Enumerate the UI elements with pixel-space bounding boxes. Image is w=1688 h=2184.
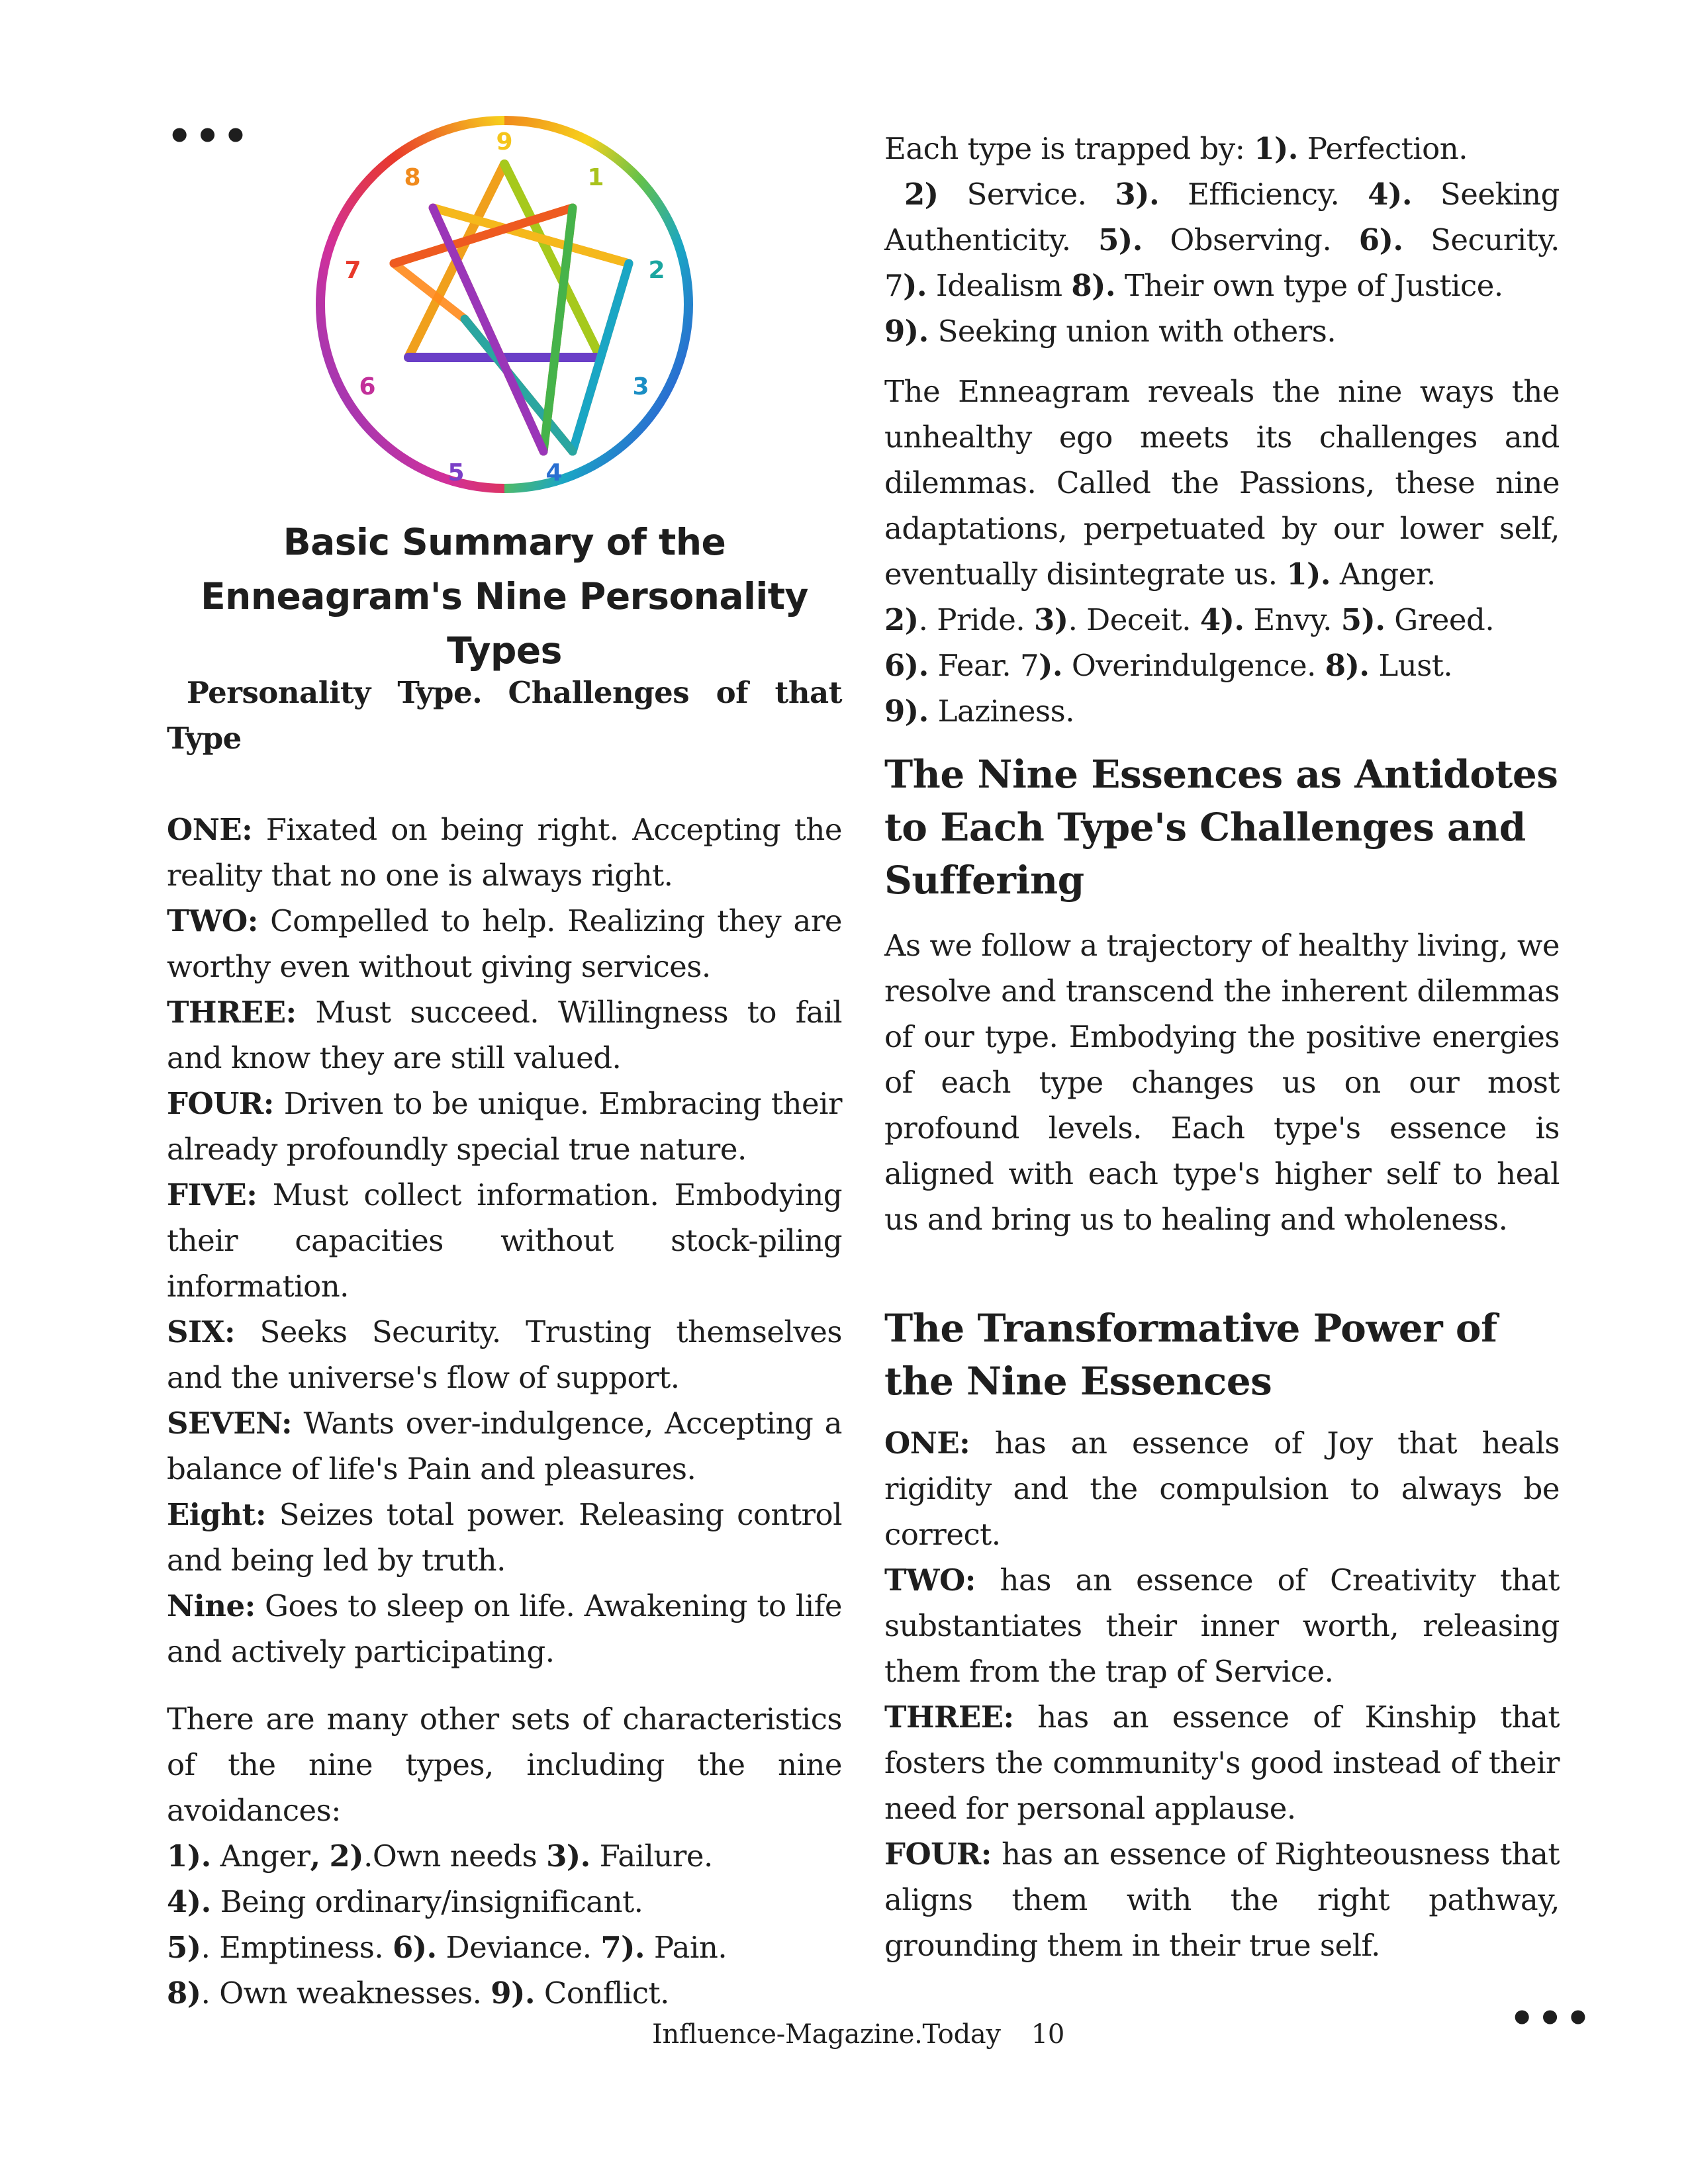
- type-label: THREE:: [167, 995, 297, 1030]
- footer-site: Influence-Magazine.Today: [652, 2019, 1001, 2050]
- essence-label: THREE:: [884, 1700, 1014, 1735]
- avoidances-line: 1). Anger, 2).Own needs 3). Failure.: [167, 1839, 713, 1874]
- essence-item: [884, 1420, 1560, 1557]
- traps-line: 2) Service. 3). Efficiency. 4). Seeking: [904, 177, 1560, 212]
- traps-section: [884, 126, 1560, 354]
- enneagram-number-6: 6: [359, 373, 376, 400]
- traps-line: Authenticity. 5). Observing. 6). Security.: [884, 222, 1560, 257]
- enneagram-number-7: 7: [344, 257, 361, 284]
- ellipsis-decoration: •••: [1509, 1995, 1594, 2042]
- type-text: Wants over-indulgence, Accepting a balance of life's Pain and pleasures.: [167, 1406, 842, 1486]
- enneagram-number-4: 4: [545, 459, 563, 486]
- essence-list: [884, 1420, 1560, 1968]
- essence-label: ONE:: [884, 1426, 970, 1461]
- passions-section: [884, 369, 1560, 734]
- essence-item: [884, 1694, 1560, 1831]
- avoidances-section: [167, 1696, 842, 2016]
- essences-paragraph: As we follow a trajectory of healthy living, we resolve and transcend the inherent dilemmas of our type. Embodying the positive energies of each type changes us on our most profound levels. Each type's essence is aligned with each type's higher self to heal us and bring us to healing and wholeness.: [884, 928, 1560, 1237]
- essence-text: has an essence of Righteousness that aligns them with the right pathway, grounding them in their true self.: [884, 1837, 1560, 1963]
- type-item: [167, 1400, 842, 1492]
- header-type: Type: [167, 721, 242, 756]
- type-item: [167, 1081, 842, 1172]
- type-label: SEVEN:: [167, 1406, 293, 1441]
- summary-title-line: Types: [447, 629, 562, 672]
- type-text: Driven to be unique. Embracing their already profoundly special true nature.: [167, 1086, 842, 1167]
- enneagram-number-3: 3: [632, 373, 649, 400]
- essence-text: has an essence of Creativity that substantiates their inner worth, releasing them from the trap of Service.: [884, 1563, 1560, 1689]
- type-label: Nine:: [167, 1588, 256, 1623]
- page-footer: [652, 2015, 1064, 2054]
- type-label: TWO:: [167, 903, 258, 938]
- essence-text: has an essence of Kinship that fosters the community's good instead of their need for personal applause.: [884, 1700, 1560, 1826]
- traps-line: 9). Seeking union with others.: [884, 314, 1336, 349]
- type-text: Seeks Security. Trusting themselves and the universe's flow of support.: [167, 1314, 842, 1395]
- avoidances-line: 4). Being ordinary/insignificant.: [167, 1884, 643, 1919]
- type-item: [167, 1172, 842, 1309]
- essence-label: FOUR:: [884, 1837, 992, 1872]
- type-item: [167, 1492, 842, 1583]
- type-item: [167, 898, 842, 989]
- type-text: Must succeed. Willingness to fail and know they are still valued.: [167, 995, 842, 1075]
- type-text: Compelled to help. Realizing they are worthy even without giving services.: [167, 903, 842, 984]
- essence-text: has an essence of Joy that heals rigidity and the compulsion to always be correct.: [884, 1426, 1560, 1552]
- passions-line: 9). Laziness.: [884, 694, 1075, 729]
- essence-item: [884, 1557, 1560, 1694]
- essence-label: TWO:: [884, 1563, 976, 1598]
- traps-line: 7). Idealism 8). Their own type of Justice.: [884, 268, 1503, 303]
- ellipsis-decoration: •••: [167, 113, 252, 159]
- type-label: FOUR:: [167, 1086, 274, 1121]
- enneagram-symbol-icon: [299, 106, 710, 503]
- passions-intro: The Enneagram reveals the nine ways the unhealthy ego meets its challenges and dilemmas. Called the Passions, these nine adaptations, perpetuated by our lower self, eventually disintegrate us. 1). Anger.: [884, 374, 1560, 592]
- type-label: ONE:: [167, 812, 253, 847]
- passions-line: 6). Fear. 7). Overindulgence. 8). Lust.: [884, 648, 1453, 683]
- type-label: SIX:: [167, 1314, 236, 1349]
- summary-title: [167, 515, 842, 678]
- enneagram-number-2: 2: [648, 257, 665, 284]
- avoidances-line: 5). Emptiness. 6). Deviance. 7). Pain.: [167, 1930, 727, 1965]
- type-text: Goes to sleep on life. Awakening to life and actively participating.: [167, 1588, 842, 1669]
- essences-heading: The Nine Essences as Antidotes to Each Type's Challenges and Suffering: [884, 752, 1558, 903]
- type-item: [167, 1309, 842, 1400]
- type-item: [167, 1583, 842, 1674]
- traps-line: Each type is trapped by: 1). Perfection.: [884, 131, 1468, 166]
- avoidances-line: 8). Own weaknesses. 9). Conflict.: [167, 1976, 669, 2011]
- type-item: [167, 807, 842, 898]
- enneagram-number-1: 1: [587, 164, 604, 191]
- table-header: [167, 670, 842, 761]
- enneagram-number-8: 8: [404, 164, 421, 191]
- footer-page-number: 10: [1031, 2019, 1065, 2050]
- enneagram-number-5: 5: [447, 459, 465, 486]
- header-challenges: Challenges of that: [508, 675, 842, 710]
- type-label: FIVE:: [167, 1177, 258, 1212]
- avoidances-intro: There are many other sets of characteristics of the nine types, including the nine avoidances:: [167, 1702, 842, 1828]
- essence-item: [884, 1831, 1560, 1968]
- type-item: [167, 989, 842, 1081]
- summary-title-line: Enneagram's Nine Personality: [201, 575, 808, 617]
- type-list: [167, 807, 842, 1674]
- summary-title-line: Basic Summary of the: [283, 521, 726, 563]
- header-personality-type: Personality Type.: [187, 675, 483, 710]
- type-text: Must collect information. Embodying their capacities without stock-piling information.: [167, 1177, 842, 1304]
- transform-heading: The Transformative Power of the Nine Essences: [884, 1306, 1497, 1404]
- enneagram-number-9: 9: [496, 128, 513, 156]
- type-label: Eight:: [167, 1497, 266, 1532]
- passions-line: 2). Pride. 3). Deceit. 4). Envy. 5). Greed.: [884, 602, 1495, 637]
- type-text: Seizes total power. Releasing control and being led by truth.: [167, 1497, 842, 1578]
- type-text: Fixated on being right. Accepting the reality that no one is always right.: [167, 812, 842, 893]
